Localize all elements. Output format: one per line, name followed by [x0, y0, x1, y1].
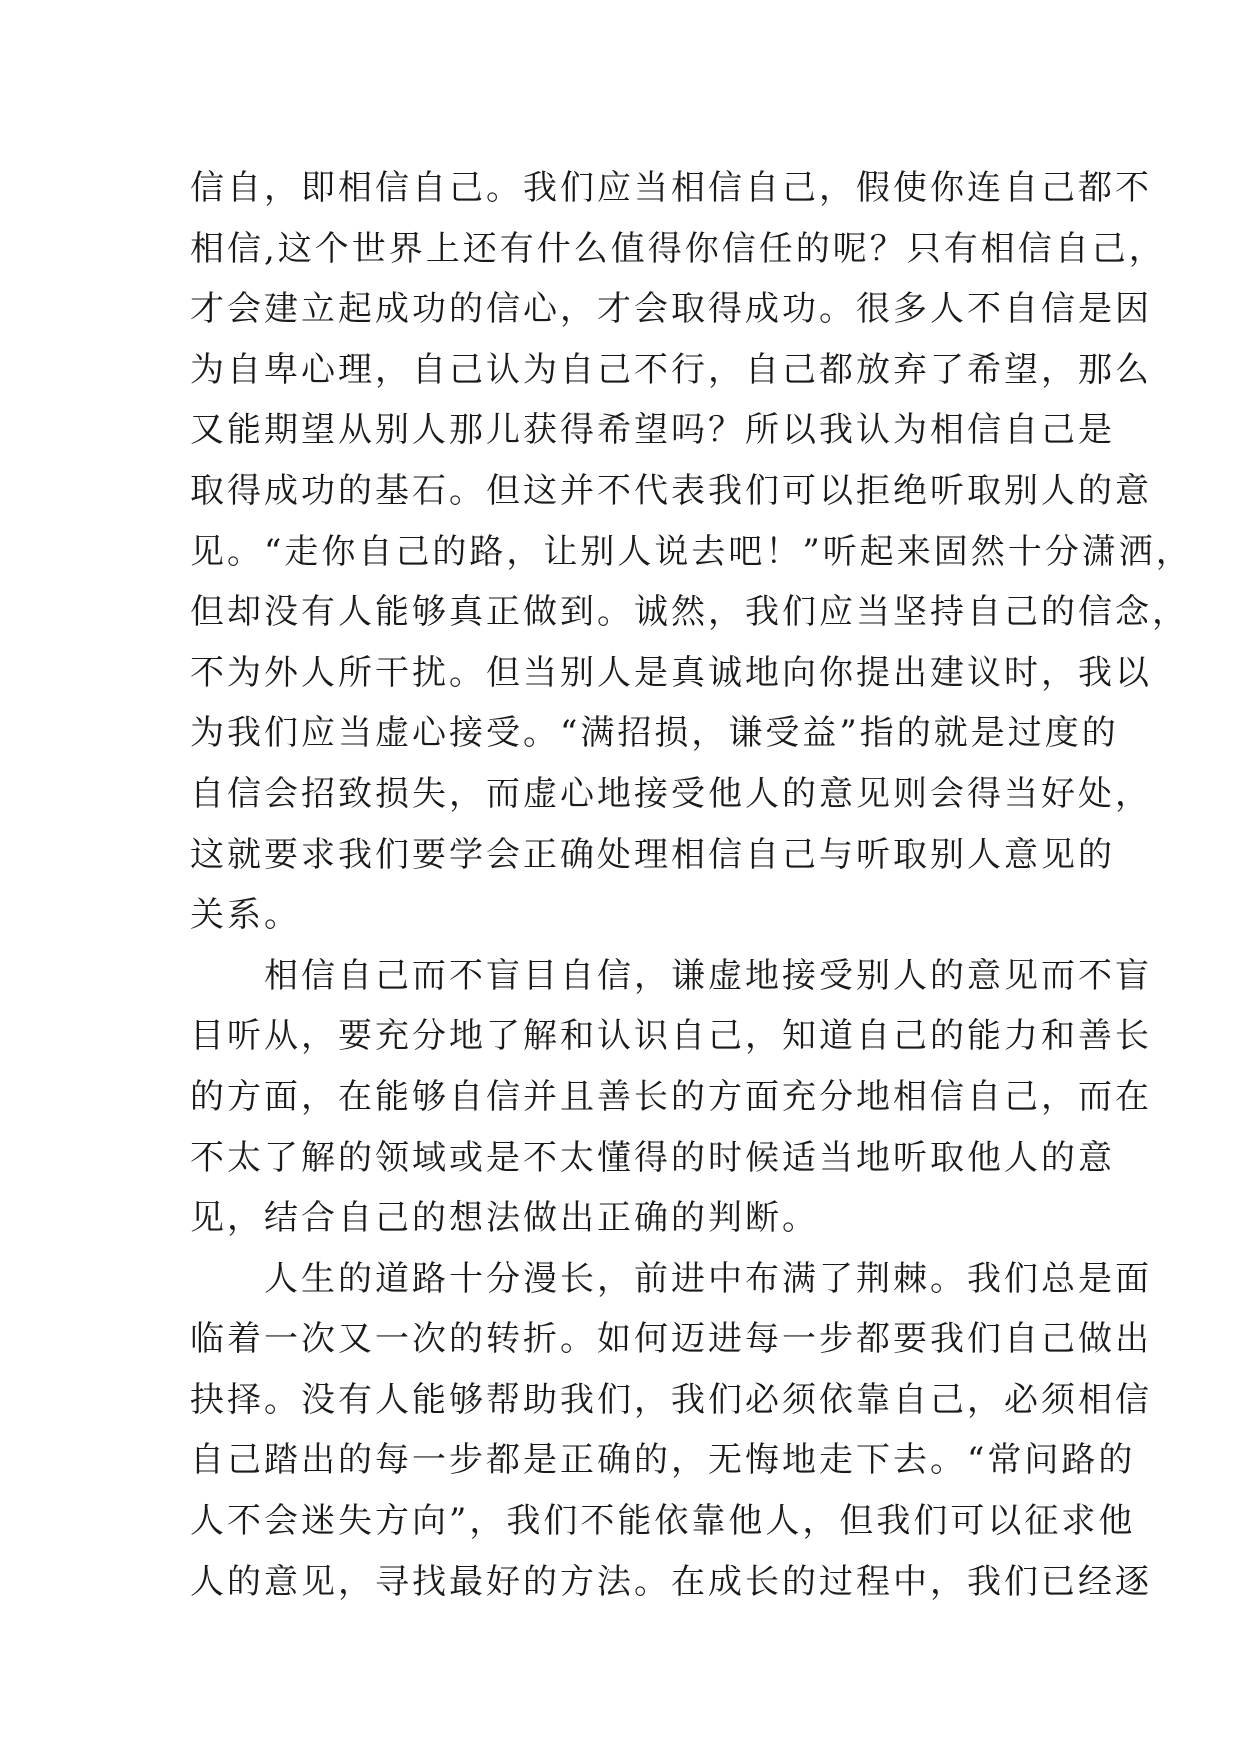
text-line: 临着一次又一次的转折。如何迈进每一步都要我们自己做出	[190, 1319, 1152, 1360]
text-line: 的方面，在能够自信并且善长的方面充分地相信自己，而在	[190, 1076, 1152, 1117]
text-line: 人的意见，寻找最好的方法。在成长的过程中，我们已经逐	[190, 1561, 1152, 1602]
body-text	[190, 158, 1193, 1612]
text-line: 见，结合自己的想法做出正确的判断。	[190, 1198, 819, 1239]
text-line: 但却没有人能够真正做到。诚然，我们应当坚持自己的信念，	[190, 592, 1189, 633]
text-line: 自信会招致损失，而虚心地接受他人的意见则会得当好处，	[190, 773, 1152, 814]
text-line: 抉择。没有人能够帮助我们，我们必须依靠自己，必须相信	[190, 1379, 1152, 1420]
text-line: 目听从，要充分地了解和认识自己，知道自己的能力和善长	[190, 1016, 1152, 1057]
text-line: 才会建立起成功的信心，才会取得成功。很多人不自信是因	[190, 289, 1152, 330]
text-line: 为自卑心理，自己认为自己不行，自己都放弃了希望，那么	[190, 349, 1152, 390]
text-line: 信自，即相信自己。我们应当相信自己，假使你连自己都不	[190, 168, 1152, 208]
text-line: 不太了解的领域或是不太懂得的时候适当地听取他人的意	[190, 1137, 1115, 1178]
text-line: 相信自己而不盲目自信，谦虚地接受别人的意见而不盲	[190, 955, 1152, 996]
text-line: 又能期望从别人那儿获得希望吗？所以我认为相信自己是	[190, 410, 1115, 451]
text-line: 取得成功的基石。但这并不代表我们可以拒绝听取别人的意	[190, 470, 1152, 511]
text-line: 自己踏出的每一步都是正确的，无悔地走下去。“常问路的	[190, 1440, 1136, 1481]
text-line: 相信,这个世界上还有什么值得你信任的呢？只有相信自己，	[190, 228, 1166, 269]
text-line: 人生的道路十分漫长，前进中布满了荆棘。我们总是面	[190, 1258, 1152, 1299]
text-line: 为我们应当虚心接受。“满招损，谦受益”指的就是过度的	[190, 713, 1119, 754]
text-line: 关系。	[190, 895, 301, 936]
text-line: 这就要求我们要学会正确处理相信自己与听取别人意见的	[190, 834, 1115, 875]
text-line: 不为外人所干扰。但当别人是真诚地向你提出建议时，我以	[190, 652, 1152, 693]
text-line: 人不会迷失方向”，我们不能依靠他人，但我们可以征求他	[190, 1501, 1136, 1542]
text-line: 见。“走你自己的路，让别人说去吧！”听起来固然十分潇洒，	[190, 531, 1193, 572]
